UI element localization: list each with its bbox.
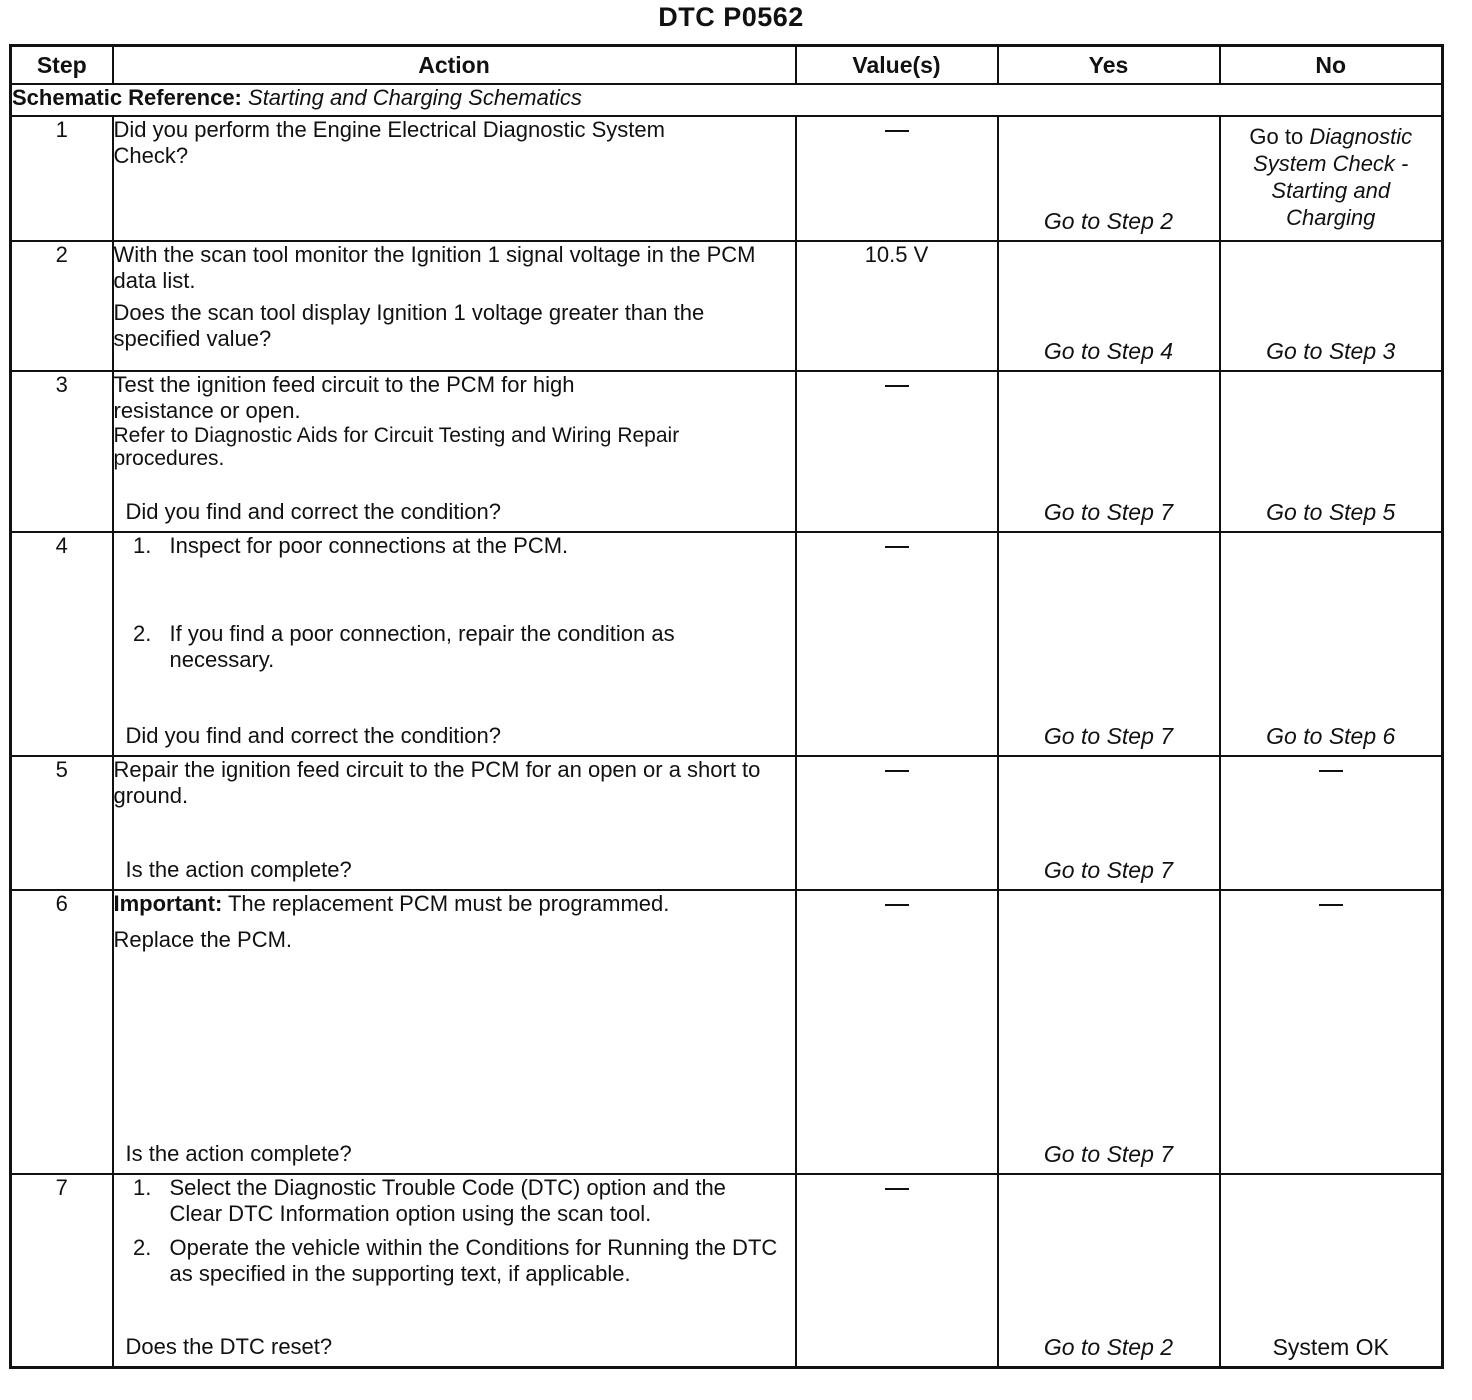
dash-mark bbox=[885, 770, 909, 772]
no-prefix: Go to bbox=[1249, 124, 1304, 149]
step-number: 7 bbox=[11, 1174, 113, 1367]
action-list bbox=[114, 533, 795, 673]
yes-cell bbox=[998, 371, 1220, 532]
reference-label: Schematic Reference: bbox=[12, 85, 242, 110]
table-row bbox=[11, 1174, 1443, 1367]
step-number: 1 bbox=[11, 116, 113, 241]
no-cell bbox=[1220, 532, 1443, 756]
yes-link[interactable]: Go to Step 2 bbox=[1043, 1333, 1174, 1360]
no-link[interactable]: Go to Step 5 bbox=[1266, 499, 1396, 525]
no-link-text[interactable]: Diagnostic System Check - Starting and Charging bbox=[1253, 124, 1413, 230]
dash-mark bbox=[885, 385, 909, 387]
header-step: Step bbox=[11, 46, 113, 85]
action-question: Is the action complete? bbox=[125, 857, 352, 882]
header-values: Value(s) bbox=[796, 46, 998, 85]
action-cell bbox=[113, 371, 796, 532]
yes-cell bbox=[998, 532, 1220, 756]
yes-cell bbox=[998, 116, 1220, 241]
yes-cell bbox=[998, 756, 1220, 890]
action-cell bbox=[113, 890, 796, 1174]
step-number: 5 bbox=[11, 756, 113, 890]
header-yes: Yes bbox=[998, 46, 1220, 85]
table-row bbox=[11, 756, 1443, 890]
no-cell bbox=[1220, 756, 1443, 890]
header-action: Action bbox=[113, 46, 796, 85]
list-item: 1. Select the Diagnostic Trouble Code (DTC) option and the Clear DTC Information option using the scan tool. bbox=[158, 1175, 780, 1227]
action-text: Replace the PCM. bbox=[113, 927, 293, 952]
table-row bbox=[11, 371, 1443, 532]
important-label: Important: bbox=[113, 891, 223, 916]
diagnostic-table bbox=[9, 44, 1444, 1369]
list-item: 2. Operate the vehicle within the Conditions for Running the DTC as specified in the supporting text, if applicable. bbox=[158, 1235, 780, 1287]
dash-mark bbox=[885, 130, 909, 132]
value-cell bbox=[796, 532, 998, 756]
yes-link[interactable]: Go to Step 7 bbox=[1043, 723, 1174, 749]
no-cell bbox=[1220, 116, 1443, 241]
value-cell bbox=[796, 1174, 998, 1367]
action-text: Repair the ignition feed circuit to the PCM for an open or a short to ground. bbox=[113, 757, 761, 808]
list-item: 2. If you find a poor connection, repair the condition as necessary. bbox=[158, 621, 760, 673]
action-text: With the scan tool monitor the Ignition 1 signal voltage in the PCM data list. bbox=[113, 242, 756, 293]
yes-link[interactable]: Go to Step 4 bbox=[1043, 338, 1174, 364]
action-cell bbox=[113, 241, 796, 371]
no-result: System OK bbox=[1272, 1333, 1389, 1360]
action-question: Does the scan tool display Ignition 1 voltage greater than the specified value? bbox=[113, 300, 705, 351]
important-note bbox=[114, 891, 795, 917]
dash-mark bbox=[885, 546, 909, 548]
no-link[interactable]: Go to Step 6 bbox=[1266, 723, 1396, 749]
no-cell bbox=[1220, 371, 1443, 532]
yes-link[interactable]: Go to Step 7 bbox=[1043, 499, 1174, 525]
action-cell bbox=[113, 532, 796, 756]
yes-cell bbox=[998, 1174, 1220, 1367]
dash-mark bbox=[1319, 904, 1343, 906]
action-text: Test the ignition feed circuit to the PCM for high resistance or open. bbox=[113, 372, 575, 423]
action-note: Refer to Diagnostic Aids for Circuit Testing and Wiring Repair procedures. bbox=[113, 424, 680, 470]
value-cell bbox=[796, 116, 998, 241]
step-number: 4 bbox=[11, 532, 113, 756]
action-cell bbox=[113, 756, 796, 890]
important-text: The replacement PCM must be programmed. bbox=[227, 891, 670, 916]
schematic-reference-row bbox=[11, 84, 1443, 116]
value-cell: 10.5 V bbox=[796, 241, 998, 371]
no-link[interactable]: Go to Step 3 bbox=[1266, 338, 1396, 364]
yes-link[interactable]: Go to Step 7 bbox=[1043, 1141, 1174, 1167]
reference-link[interactable]: Starting and Charging Schematics bbox=[248, 85, 582, 110]
step-number: 6 bbox=[11, 890, 113, 1174]
action-question: Did you find and correct the condition? bbox=[125, 499, 501, 524]
value-cell bbox=[796, 371, 998, 532]
action-cell bbox=[113, 116, 796, 241]
header-no: No bbox=[1220, 46, 1443, 85]
action-list bbox=[114, 1175, 795, 1287]
no-link[interactable] bbox=[1221, 117, 1442, 231]
action-question: Is the action complete? bbox=[125, 1141, 352, 1166]
no-cell bbox=[1220, 890, 1443, 1174]
step-number: 2 bbox=[11, 241, 113, 371]
no-cell bbox=[1220, 1174, 1443, 1367]
header-row bbox=[11, 46, 1443, 85]
table-row bbox=[11, 532, 1443, 756]
yes-cell bbox=[998, 890, 1220, 1174]
value-cell bbox=[796, 756, 998, 890]
list-item: 1. Inspect for poor connections at the PCM. bbox=[158, 533, 795, 559]
value-cell bbox=[796, 890, 998, 1174]
table-row bbox=[11, 890, 1443, 1174]
schematic-reference bbox=[11, 84, 1443, 116]
table-row bbox=[11, 116, 1443, 241]
dash-mark bbox=[1319, 770, 1343, 772]
table-row bbox=[11, 241, 1443, 371]
dash-mark bbox=[885, 1188, 909, 1190]
action-question: Did you find and correct the condition? bbox=[125, 723, 501, 748]
action-question: Does the DTC reset? bbox=[125, 1333, 333, 1359]
dash-mark bbox=[885, 904, 909, 906]
yes-link[interactable]: Go to Step 7 bbox=[1043, 857, 1174, 883]
yes-link[interactable]: Go to Step 2 bbox=[1043, 208, 1174, 234]
action-text: Did you perform the Engine Electrical Diagnostic System Check? bbox=[113, 117, 665, 168]
action-cell bbox=[113, 1174, 796, 1367]
page-title: DTC P0562 bbox=[658, 2, 804, 32]
no-cell bbox=[1220, 241, 1443, 371]
step-number: 3 bbox=[11, 371, 113, 532]
yes-cell bbox=[998, 241, 1220, 371]
